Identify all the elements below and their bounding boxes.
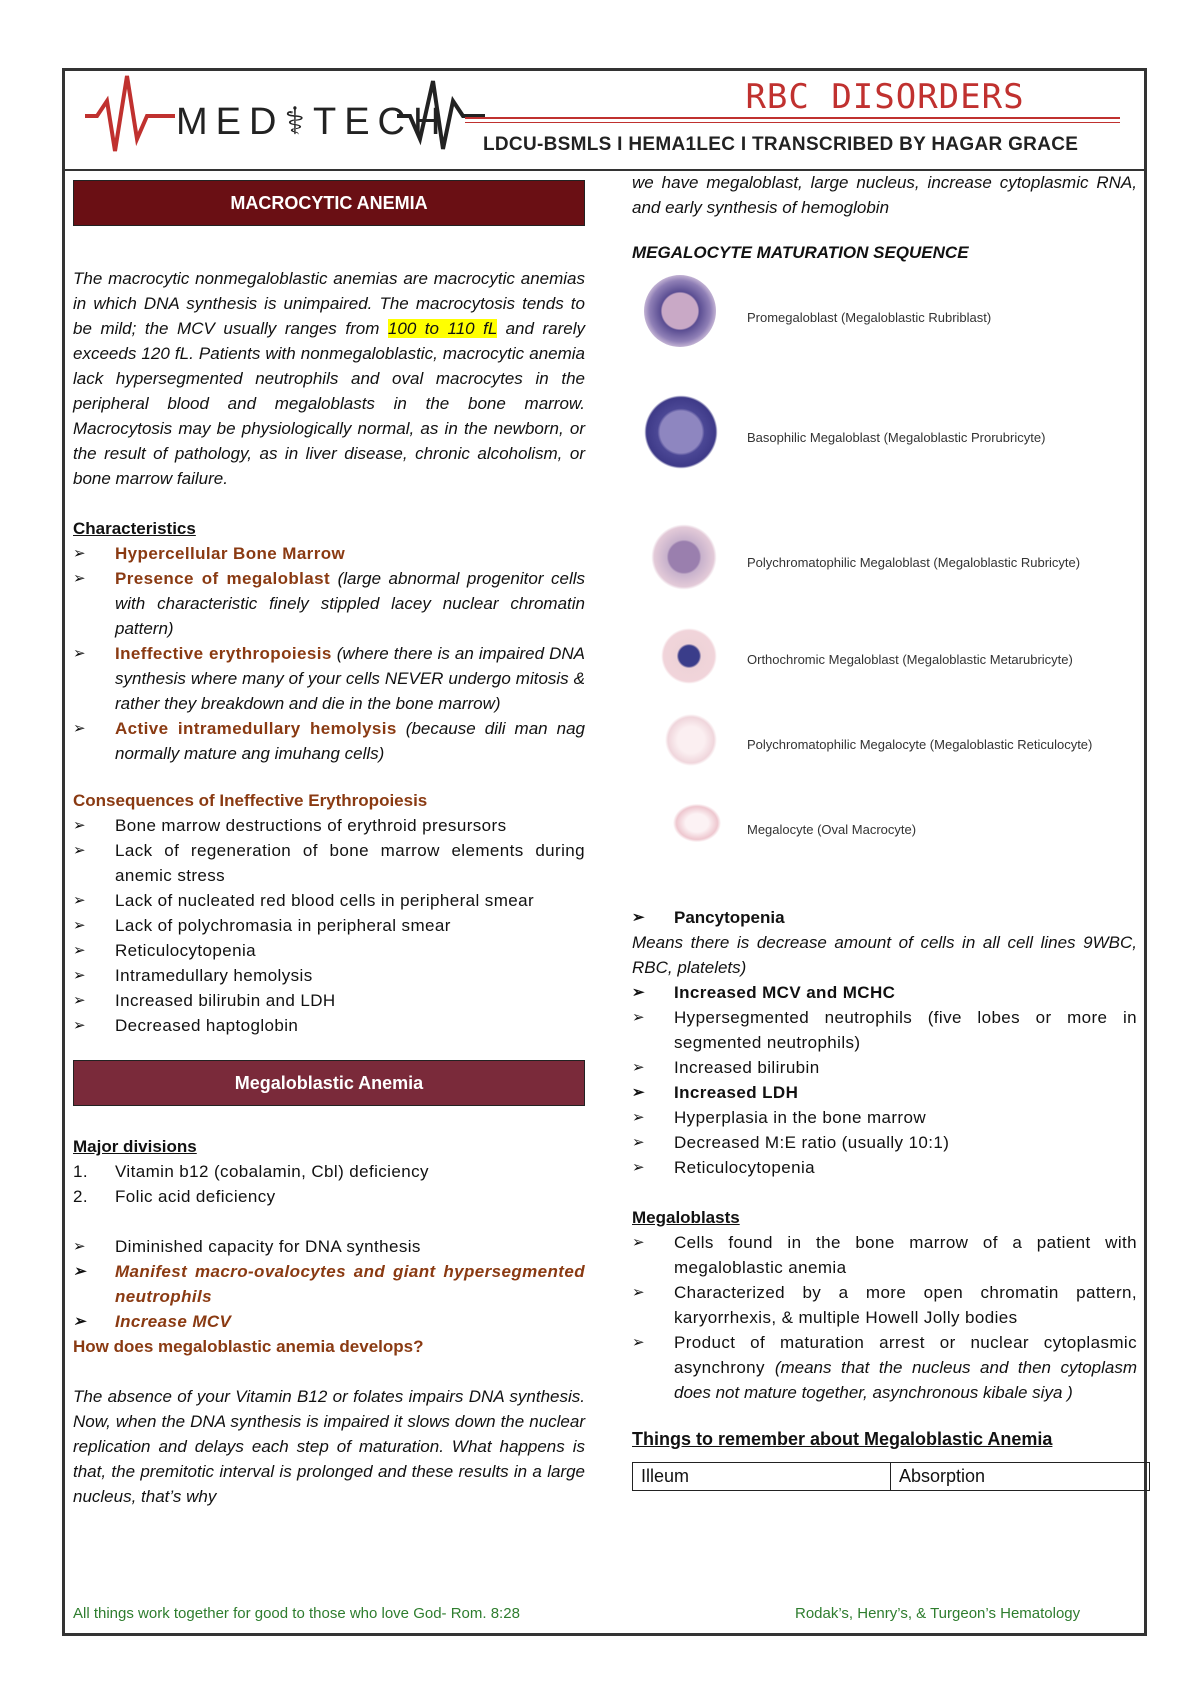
cell-label: Orthochromic Megaloblast (Megaloblastic Metarubricyte)	[747, 652, 1073, 667]
characteristics-heading: Characteristics	[73, 519, 196, 538]
page-subtitle: LDCU-BSMLS I HEMA1LEC I TRANSCRIBED BY HAGAR GRACE	[483, 134, 1079, 155]
list-item: ➢ Manifest macro-ovalocytes and giant hypersegmented neutrophils	[73, 1259, 585, 1309]
consequences-list	[73, 813, 585, 1038]
table-cell: Illeum	[633, 1463, 891, 1491]
cell-label: Polychromatophilic Megaloblast (Megaloblastic Rubricyte)	[747, 555, 1081, 570]
highlighted-range: 100 to 110 fL	[387, 319, 498, 338]
develops-heading: How does megaloblastic anemia develops?	[73, 1337, 424, 1356]
list-item: ➢ Active intramedullary hemolysis (because dili man nag normally mature ang imuhang cells)	[73, 716, 585, 766]
divisions-list	[73, 1159, 585, 1209]
orthochromic-megaloblast-cell-image	[660, 627, 718, 685]
list-item: ➢ Increased bilirubin and LDH	[73, 988, 585, 1013]
list-item: ➢ Decreased M:E ratio (usually 10:1)	[632, 1130, 1137, 1155]
list-item: ➢ Lack of regeneration of bone marrow elements during anemic stress	[73, 838, 585, 888]
table-row	[633, 1463, 1150, 1491]
right-column	[632, 170, 1137, 1491]
intro-paragraph: The macrocytic nonmegaloblastic anemias are macrocytic anemias in which DNA synthesis is unimpaired. The macrocytosis tends to be mild; the MCV usually ranges from 100 to 110 fL and rarely exceeds 120 fL. Patients with nonmegaloblastic, macrocytic anemia lack hypersegmented neutrophils and oval macrocytes in the peripheral blood and megaloblasts in the bone marrow. Macrocytosis may be physiologically normal, as in the newborn, or the result of pathology, as in liver disease, chronic alcoholism, or bone marrow failure.	[73, 269, 586, 488]
list-item: ➢ Hypercellular Bone Marrow	[73, 541, 585, 566]
basophilic-megaloblast-cell-image	[644, 395, 718, 469]
remember-table	[632, 1462, 1150, 1491]
promegaloblast-cell-image	[644, 275, 716, 347]
list-item: ➢ Presence of megaloblast (large abnormal progenitor cells with characteristic finely stippled lacey nuclear chromatin pattern)	[73, 566, 585, 641]
continuation-paragraph: we have megaloblast, large nucleus, increase cytoplasmic RNA, and early synthesis of hemoglobin	[632, 173, 1137, 217]
list-item: ➢ Decreased haptoglobin	[73, 1013, 585, 1038]
logo-text: MED⚕TECH	[176, 101, 449, 143]
list-item: 1. Vitamin b12 (cobalamin, Cbl) deficiency	[73, 1162, 429, 1181]
characteristics-list	[73, 541, 585, 766]
page-title: RBC DISORDERS	[745, 77, 1025, 117]
list-item: ➢ Increased LDH	[632, 1080, 1137, 1105]
left-column	[73, 180, 585, 1509]
table-cell: Absorption	[891, 1463, 1150, 1491]
list-item: ➢ Characterized by a more open chromatin pattern, karyorrhexis, & multiple Howell Jolly bodies	[632, 1280, 1137, 1330]
list-item: ➢ Reticulocytopenia	[632, 1155, 1137, 1180]
megaloblasts-heading: Megaloblasts	[632, 1208, 740, 1227]
cell-label: Basophilic Megaloblast (Megaloblastic Prorubricyte)	[747, 430, 1046, 445]
footer-references: Rodak’s, Henry’s, & Turgeon’s Hematology	[795, 1605, 1081, 1622]
list-item: ➢ Hyperplasia in the bone marrow	[632, 1105, 1137, 1130]
list-item: ➢ Ineffective erythropoiesis (where there is an impaired DNA synthesis where many of your cells NEVER undergo mitosis & rather they breakdown and die in the bone marrow)	[73, 641, 585, 716]
cell-label: Promegaloblast (Megaloblastic Rubriblast)	[747, 310, 992, 325]
list-item: ➢ Diminished capacity for DNA synthesis	[73, 1234, 585, 1259]
sequence-heading: MEGALOCYTE MATURATION SEQUENCE	[632, 243, 969, 262]
list-item: ➢ Increased bilirubin	[632, 1055, 1137, 1080]
list-item: ➢ Bone marrow destructions of erythroid presursors	[73, 813, 585, 838]
consequences-heading: Consequences of Ineffective Erythropoiesis	[73, 791, 428, 810]
divisions-heading: Major divisions	[73, 1137, 197, 1156]
list-item: ➢ Lack of nucleated red blood cells in peripheral smear	[73, 888, 585, 913]
section-banner-macrocytic: MACROCYTIC ANEMIA	[73, 180, 585, 226]
maturation-sequence-figure	[632, 265, 1137, 905]
list-item: ➢ Reticulocytopenia	[73, 938, 585, 963]
list-item: ➢ Hypersegmented neutrophils (five lobes or more in segmented neutrophils)	[632, 1005, 1137, 1055]
section-banner-megaloblastic: Megaloblastic Anemia	[73, 1060, 585, 1106]
polychromatophilic-megaloblast-cell-image	[650, 523, 718, 591]
develops-paragraph: The absence of your Vitamin B12 or folates impairs DNA synthesis. Now, when the DNA synthesis is impaired it slows down the nuclear replication and delays each step of maturation. What happens is that, the premitotic interval is prolonged and these results in a large nucleus, that’s why	[73, 1387, 585, 1506]
pancytopenia-list	[632, 905, 1137, 930]
list-item: ➢ Increased MCV and MCHC	[632, 980, 1137, 1005]
list-item: ➢ Increase MCV	[73, 1309, 585, 1334]
cell-label: Megalocyte (Oval Macrocyte)	[747, 822, 917, 837]
cell-label: Polychromatophilic Megalocyte (Megaloblastic Reticulocyte)	[747, 737, 1093, 752]
findings-list	[632, 980, 1137, 1180]
megalocyte-cell-image	[672, 803, 722, 843]
title-rule-thin	[465, 122, 1120, 123]
list-item: 2. Folic acid deficiency	[73, 1187, 276, 1206]
list-item: ➢ Intramedullary hemolysis	[73, 963, 585, 988]
footer-verse: All things work together for good to those who love God- Rom. 8:28	[73, 1605, 520, 1622]
list-item: ➢ Pancytopenia	[632, 905, 1137, 930]
list-item: ➢ Cells found in the bone marrow of a patient with megaloblastic anemia	[632, 1230, 1137, 1280]
polychromatophilic-megalocyte-cell-image	[664, 713, 718, 767]
remember-heading: Things to remember about Megaloblastic Anemia	[632, 1429, 1053, 1449]
features-list	[73, 1234, 585, 1334]
title-rule	[465, 117, 1120, 119]
page-header	[65, 71, 1144, 171]
list-item: ➢ Lack of polychromasia in peripheral smear	[73, 913, 585, 938]
list-item: ➢ Product of maturation arrest or nuclear cytoplasmic asynchrony (means that the nucleus and then cytoplasm does not mature together, asynchronous kibale siya )	[632, 1330, 1137, 1405]
pancytopenia-note: Means there is decrease amount of cells in all cell lines 9WBC, RBC, platelets)	[632, 933, 1137, 977]
megaloblasts-list	[632, 1230, 1137, 1405]
